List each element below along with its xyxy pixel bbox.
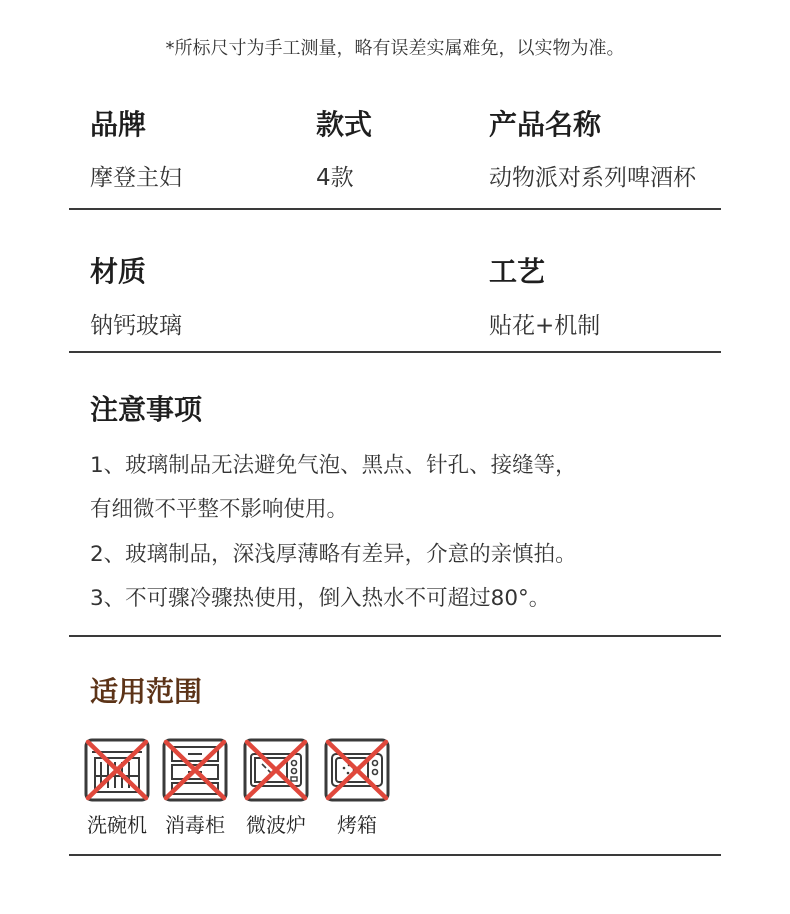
craft-label: 工艺 [489, 255, 546, 288]
product-name-label: 产品名称 [489, 108, 602, 141]
divider [69, 208, 721, 210]
usage-label-dishwasher: 洗碗机 [87, 813, 147, 837]
usage-item-oven [312, 738, 402, 838]
caution-line-2: 有细微不平整不影响使用。 [90, 497, 349, 522]
brand-label: 品牌 [90, 108, 147, 141]
style-value: 4款 [316, 165, 354, 191]
product-name-value: 动物派对系列啤酒杯 [489, 165, 696, 191]
craft-value: 贴花+机制 [489, 313, 601, 339]
caution-line-3: 2、玻璃制品，深浅厚薄略有差异，介意的亲慎拍。 [90, 542, 577, 567]
sterilizer-cabinet-crossed-icon [162, 738, 228, 802]
material-label: 材质 [90, 255, 147, 288]
microwave-crossed-icon [243, 738, 309, 802]
usage-item-microwave [231, 738, 321, 838]
divider [69, 351, 721, 353]
usage-label-microwave: 微波炉 [246, 813, 306, 837]
caution-line-4: 3、不可骤冷骤热使用，倒入热水不可超过80°。 [90, 586, 551, 611]
dishwasher-crossed-icon [84, 738, 150, 802]
brand-value: 摩登主妇 [90, 165, 182, 191]
measurement-note: *所标尺寸为手工测量，略有误差实属难免，以实物为准。 [165, 38, 625, 59]
usage-item-sterilizer [150, 738, 240, 838]
usage-label-sterilizer: 消毒柜 [165, 813, 225, 837]
divider [69, 635, 721, 637]
usage-label-oven: 烤箱 [337, 813, 377, 837]
oven-crossed-icon [324, 738, 390, 802]
usage-item-dishwasher [72, 738, 162, 838]
usage-title: 适用范围 [90, 675, 203, 708]
material-value: 钠钙玻璃 [90, 313, 182, 339]
divider [69, 854, 721, 856]
style-label: 款式 [316, 108, 373, 141]
cautions-title: 注意事项 [90, 393, 203, 426]
caution-line-1: 1、玻璃制品无法避免气泡、黑点、针孔、接缝等， [90, 453, 577, 478]
